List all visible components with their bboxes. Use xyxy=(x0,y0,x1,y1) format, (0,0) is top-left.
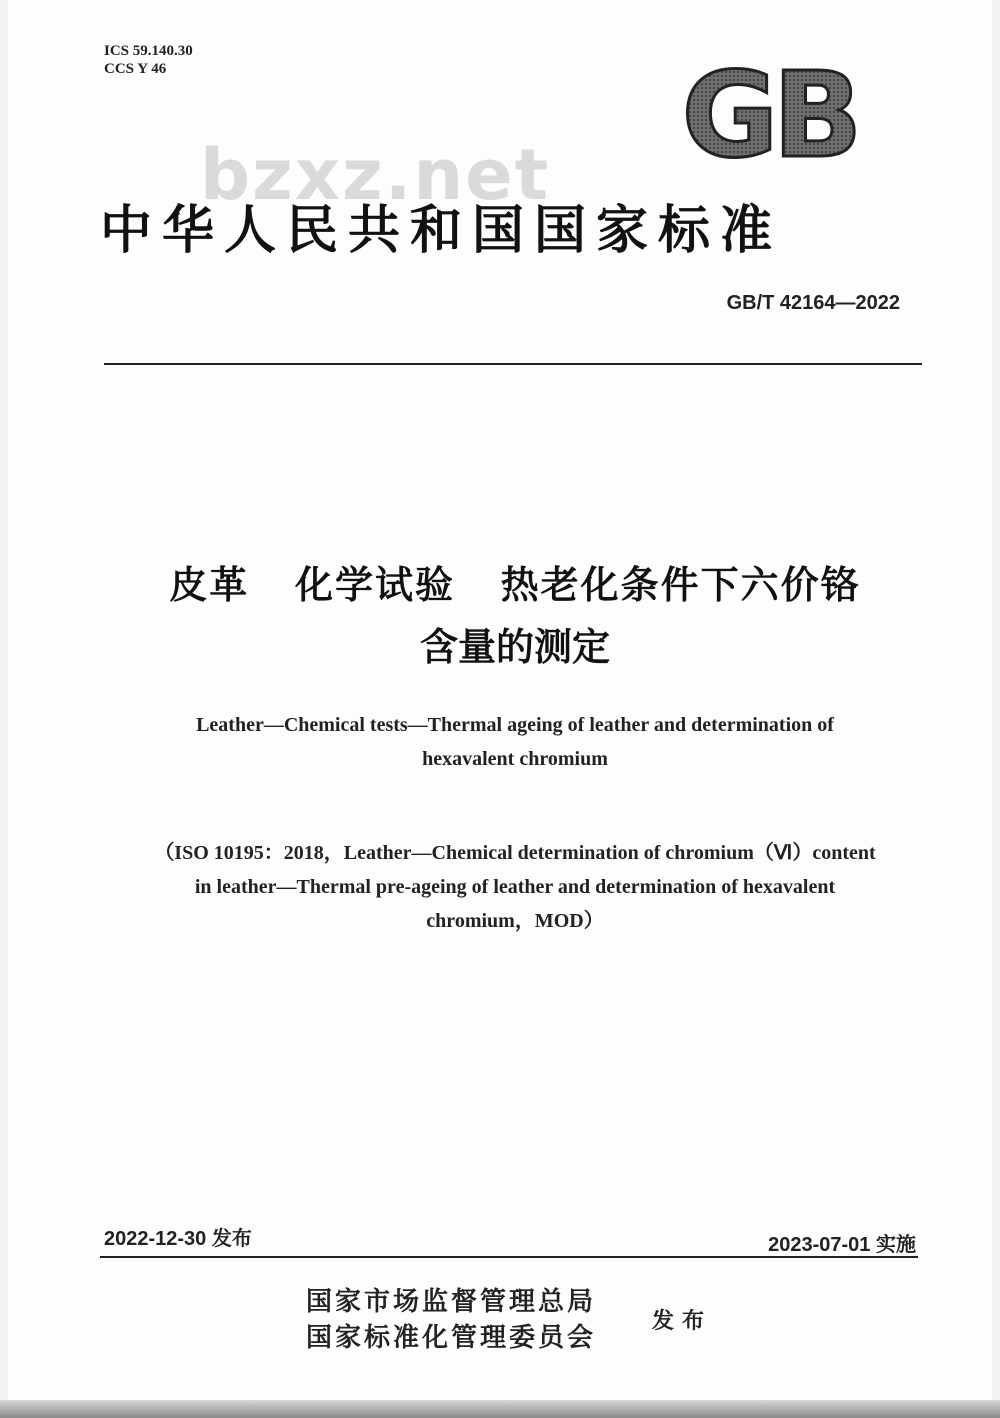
standard-title: 中华人民共和国国家标准 xyxy=(100,200,783,261)
issue-label: 发布 xyxy=(652,1308,713,1334)
header-divider xyxy=(104,363,922,365)
issuer-sac: 国家标准化管理委员会 xyxy=(306,1323,597,1353)
en-title-line-1: Leather—Chemical tests—Thermal ageing of leather and determination of xyxy=(196,714,834,736)
iso-reference-line-2: in leather—Thermal pre-ageing of leather and determination of hexavalent xyxy=(194,876,836,898)
standard-number: GB/T 42164—2022 xyxy=(726,292,900,314)
gb-logo xyxy=(668,58,870,164)
zh-title-line-2: 含量的测定 xyxy=(419,625,610,669)
zh-title-line-1: 皮革 化学试验 热老化条件下六价铬 xyxy=(169,563,861,607)
iso-reference xyxy=(110,836,920,938)
publish-date: 2022-12-30 发布 xyxy=(104,1228,252,1250)
iso-reference-line-1: （ISO 10195：2018，Leather—Chemical determination of chromium（Ⅵ）content xyxy=(154,842,876,864)
implement-date: 2023-07-01 实施 xyxy=(768,1234,916,1256)
iso-reference-line-3: chromium，MOD） xyxy=(426,910,604,932)
ccs-code: CCS Y 46 xyxy=(104,61,167,77)
watermark: bzxz.net xyxy=(200,134,551,216)
bottom-strip xyxy=(0,1400,1000,1418)
ics-code: ICS 59.140.30 xyxy=(104,43,193,59)
issuer-samr: 国家市场监督管理总局 xyxy=(306,1287,597,1317)
footer-divider xyxy=(100,1256,918,1258)
issuing-authorities xyxy=(306,1284,596,1356)
gb-logo-text: GB xyxy=(681,58,857,164)
en-title-line-2: hexavalent chromium xyxy=(422,748,608,770)
en-title xyxy=(120,708,910,776)
classification-codes xyxy=(104,42,193,78)
